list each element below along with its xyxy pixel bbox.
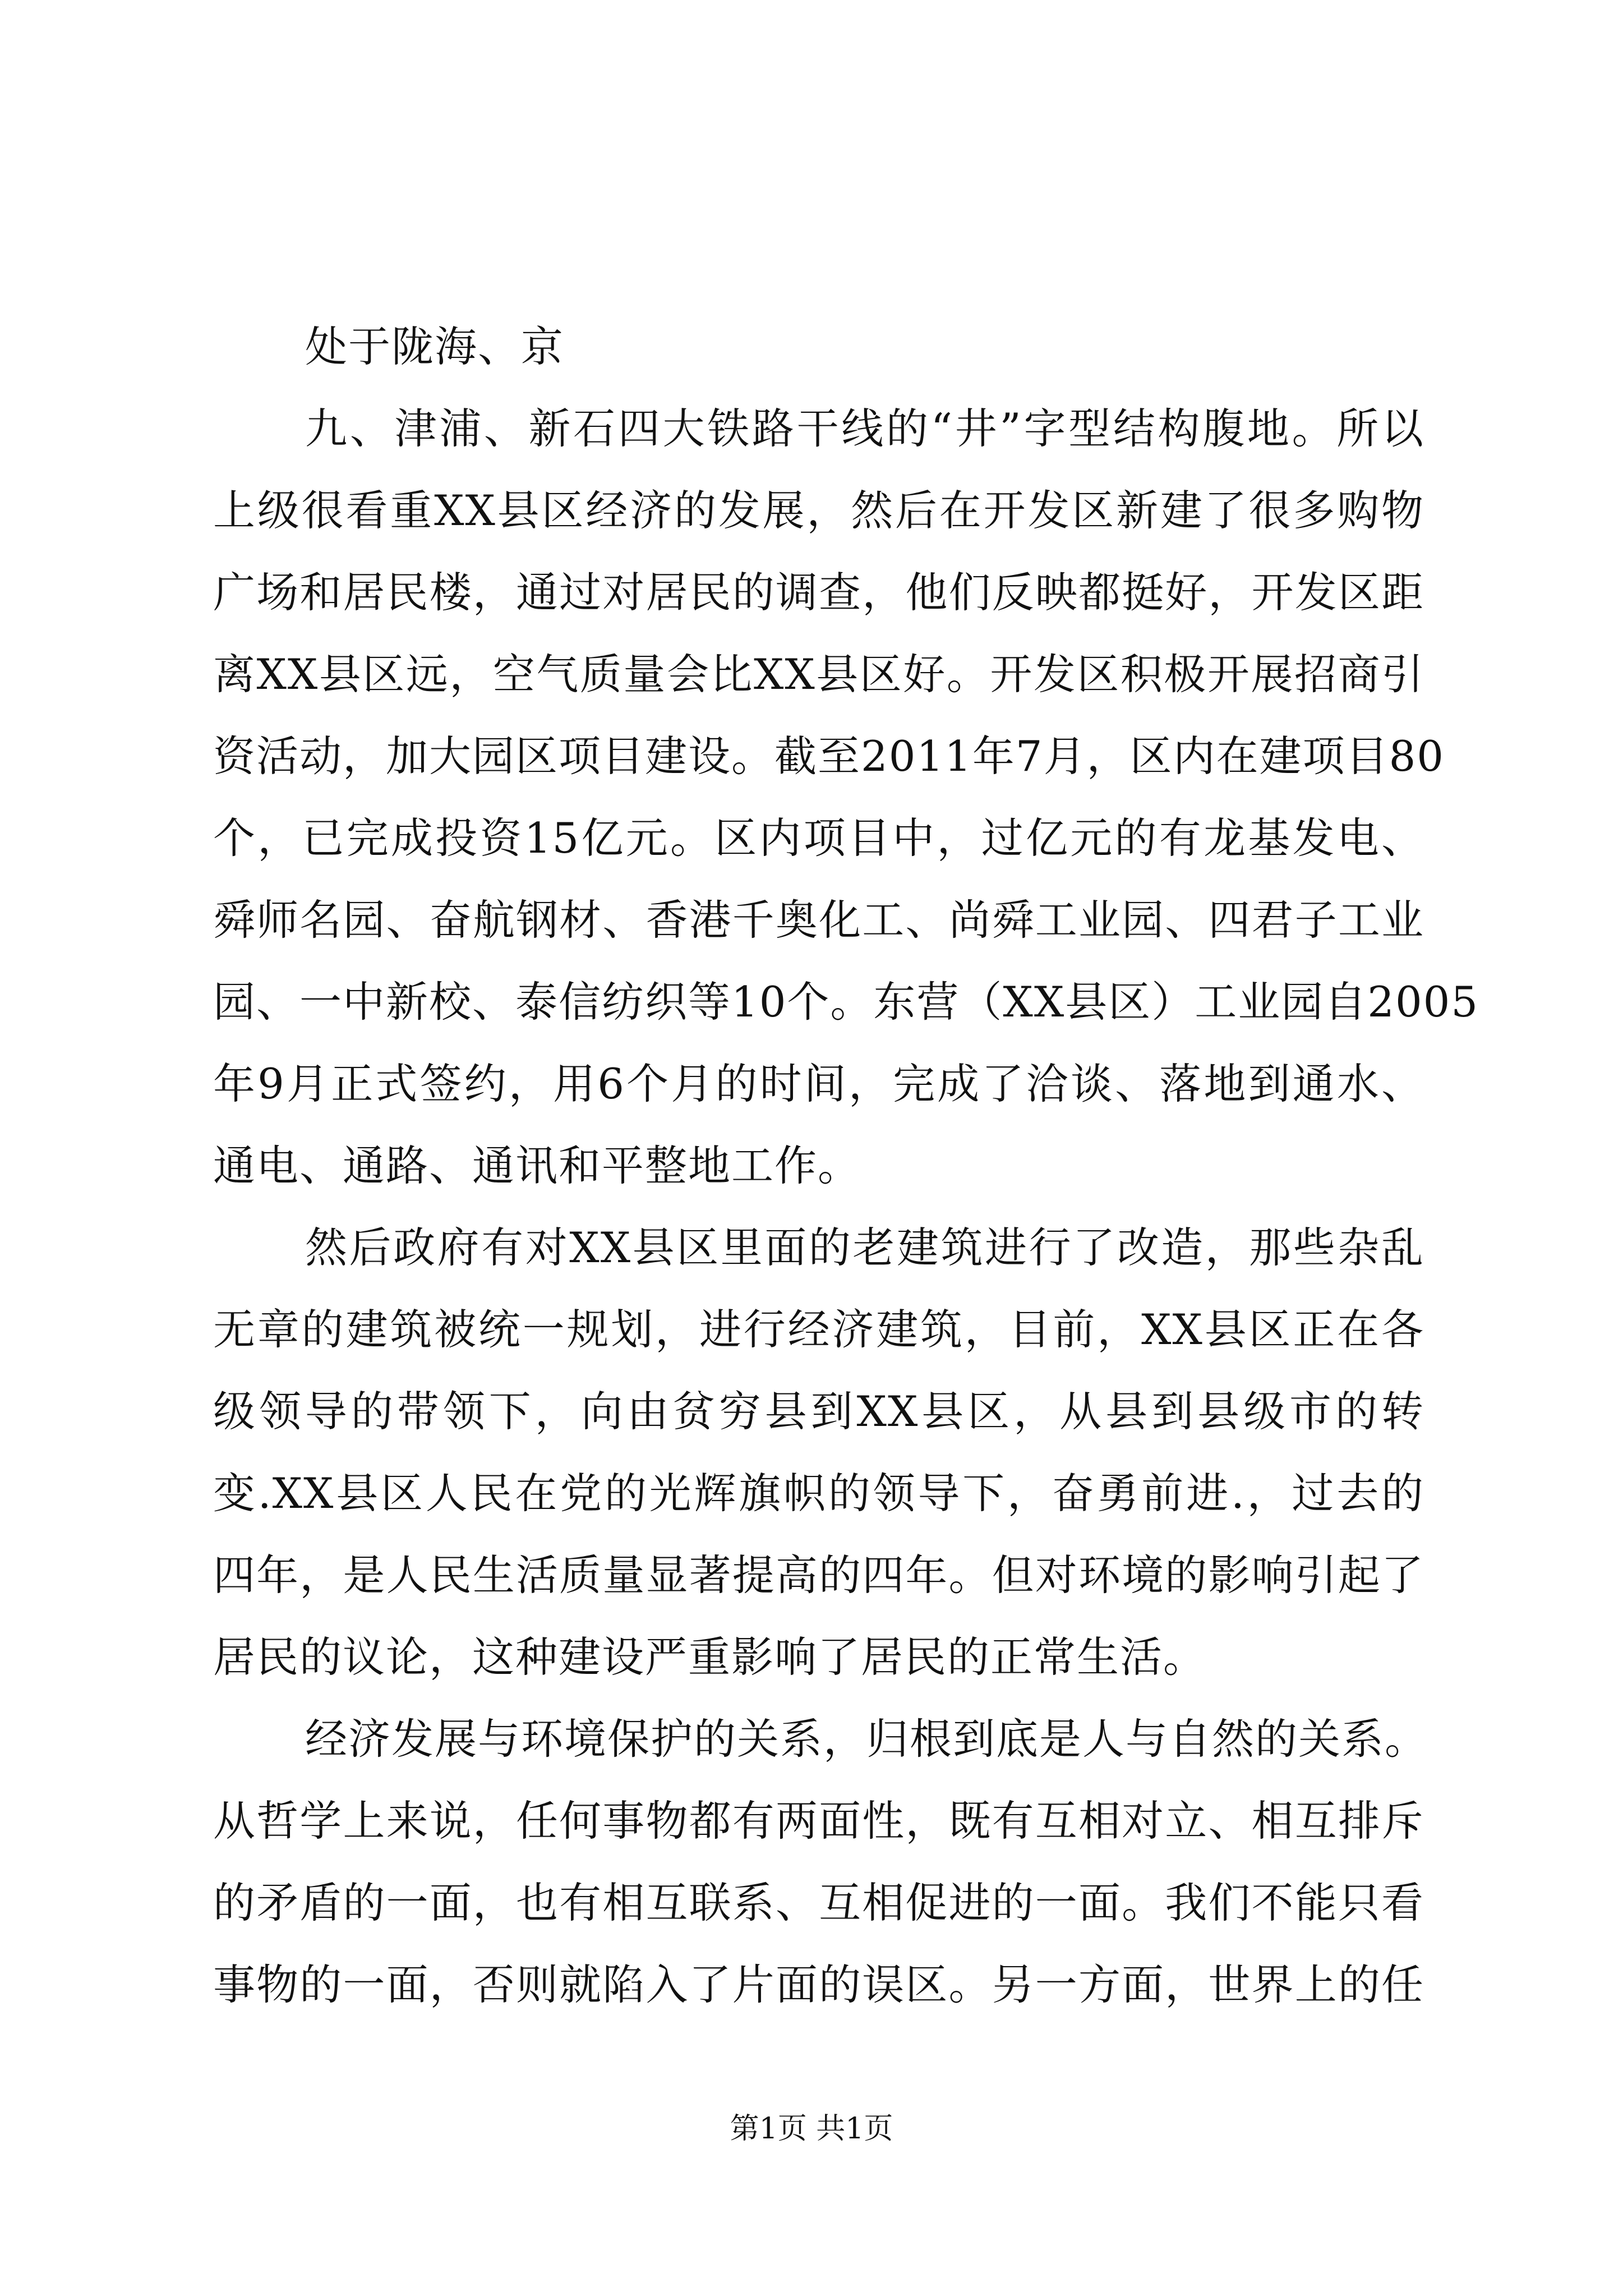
text-line: 通电、通路、通讯和平整地工作。 [213,1141,861,1190]
text-line: 变.XX县区人民在党的光辉旗帜的领导下，奋勇前进.，过去的 [213,1469,1424,1518]
text-line: 处于陇海、京 [305,322,565,371]
page-number-footer: 第1页 共1页 [730,2112,893,2146]
text-line: 年9月正式签约，用6个月的时间，完成了洽谈、落地到通水、 [213,1059,1424,1108]
text-line: 九、津浦、新石四大铁路干线的“井”字型结构腹地。所以 [305,404,1424,453]
text-line: 然后政府有对XX县区里面的老建筑进行了改造，那些杂乱 [305,1223,1424,1272]
text-line: 舜师名园、奋航钢材、香港千奥化工、尚舜工业园、四君子工业 [213,895,1424,945]
text-line: 四年，是人民生活质量显著提高的四年。但对环境的影响引起了 [213,1550,1424,1600]
text-line: 从哲学上来说，任何事物都有两面性，既有互相对立、相互排斥 [213,1796,1424,1846]
text-line: 的矛盾的一面，也有相互联系、互相促进的一面。我们不能只看 [213,1878,1424,1927]
text-line: 个，已完成投资15亿元。区内项目中，过亿元的有龙基发电、 [213,813,1424,863]
text-line: 事物的一面，否则就陷入了片面的误区。另一方面，世界上的任 [213,1960,1424,2009]
text-line: 上级很看重XX县区经济的发展，然后在开发区新建了很多购物 [213,486,1424,535]
text-line: 园、一中新校、泰信纺织等10个。东营（XX县区）工业园自2005 [213,977,1479,1027]
text-line: 广场和居民楼，通过对居民的调查，他们反映都挺好，开发区距 [213,568,1424,617]
text-line: 离XX县区远，空气质量会比XX县区好。开发区积极开展招商引 [213,650,1424,699]
text-line: 经济发展与环境保护的关系，归根到底是人与自然的关系。 [305,1714,1428,1764]
text-line: 级领导的带领下，向由贫穷县到XX县区，从县到县级市的转 [213,1387,1424,1436]
text-line: 资活动，加大园区项目建设。截至2011年7月，区内在建项目80 [213,731,1445,781]
text-line: 居民的议论，这种建设严重影响了居民的正常生活。 [213,1632,1207,1682]
text-line: 无章的建筑被统一规划，进行经济建筑，目前，XX县区正在各 [213,1305,1424,1354]
